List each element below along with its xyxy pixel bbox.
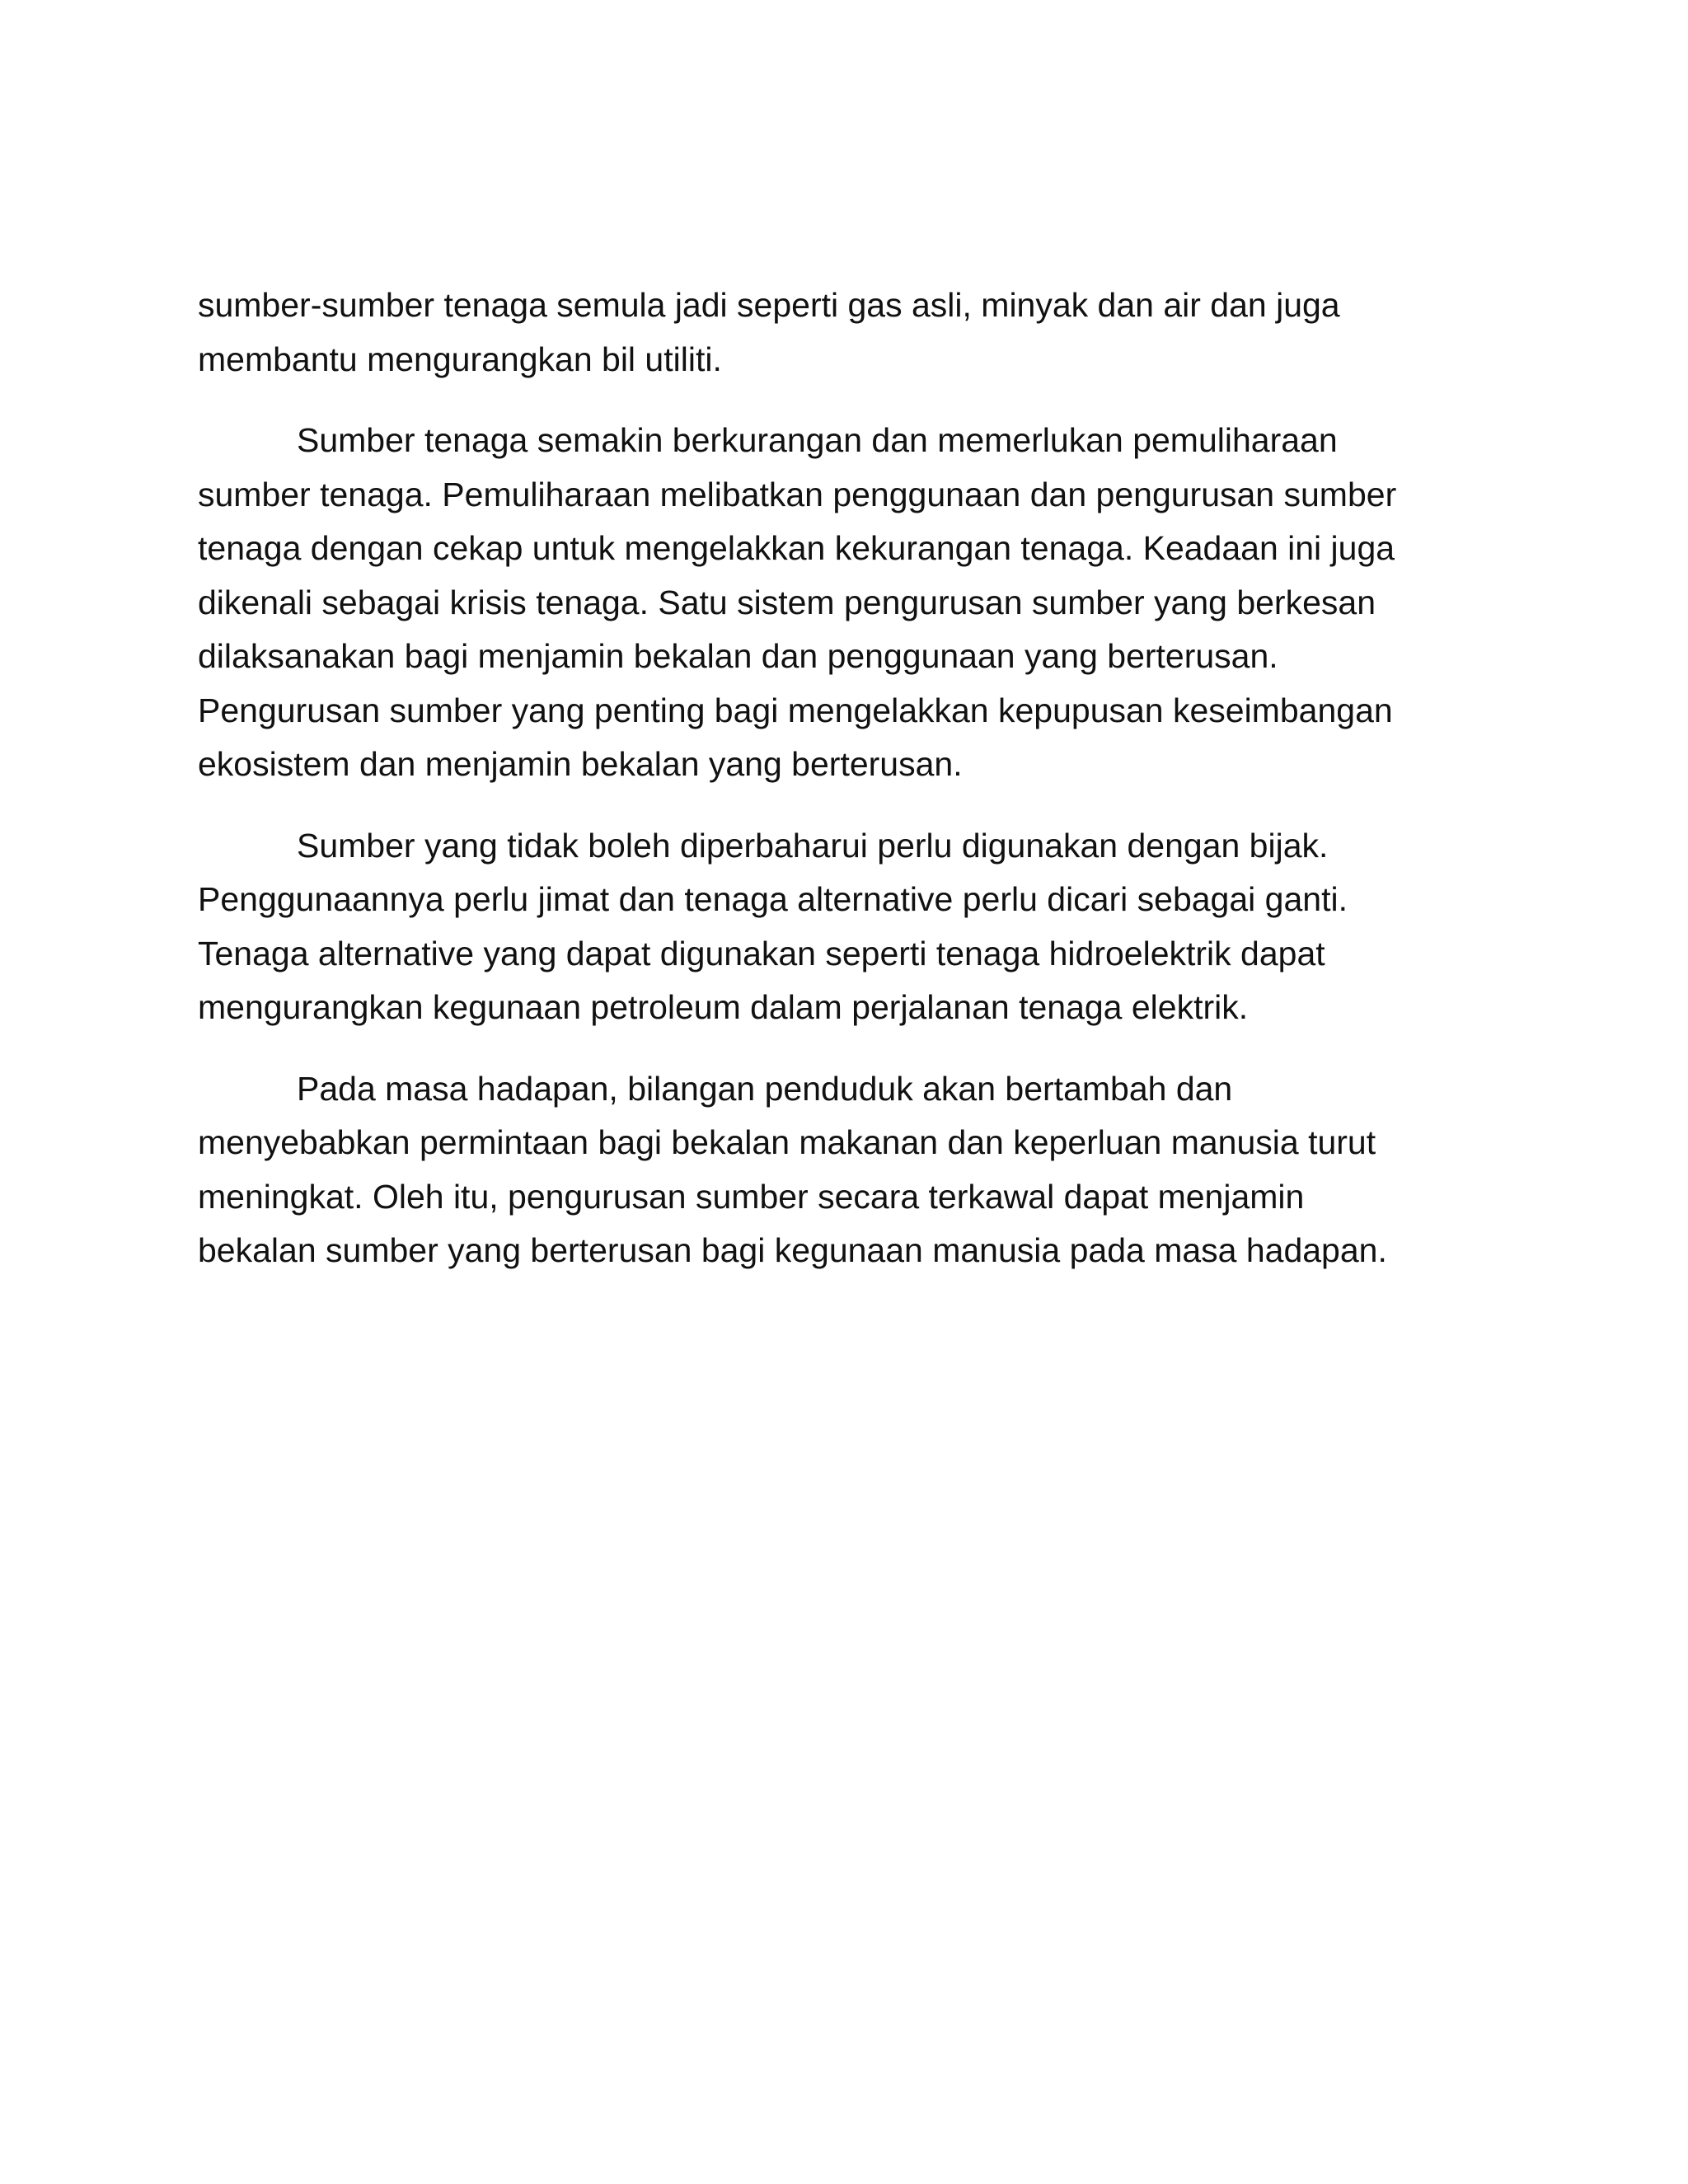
paragraph-line: Sumber tenaga semakin berkurangan dan memerlukan pemuliharaan (297, 421, 1338, 459)
paragraph-1 (198, 279, 1459, 387)
paragraph-line: dikenali sebagai krisis tenaga. Satu sistem pengurusan sumber yang berkesan (198, 583, 1376, 621)
paragraph-3 (198, 819, 1459, 1035)
paragraph-line: tenaga dengan cekap untuk mengelakkan kekurangan tenaga. Keadaan ini juga (198, 529, 1395, 567)
paragraph-line: bekalan sumber yang berterusan bagi kegunaan manusia pada masa hadapan. (198, 1231, 1387, 1269)
paragraph-line: dilaksanakan bagi menjamin bekalan dan penggunaan yang berterusan. (198, 637, 1278, 675)
paragraph-line: Tenaga alternative yang dapat digunakan seperti tenaga hidroelektrik dapat (198, 934, 1325, 972)
paragraph-line: sumber-sumber tenaga semula jadi seperti gas asli, minyak dan air dan juga (198, 286, 1340, 324)
paragraph-line: membantu mengurangkan bil utiliti. (198, 340, 722, 378)
paragraph-line: meningkat. Oleh itu, pengurusan sumber secara terkawal dapat menjamin (198, 1177, 1305, 1216)
document-body (198, 279, 1459, 1278)
paragraph-line: sumber tenaga. Pemuliharaan melibatkan penggunaan dan pengurusan sumber (198, 475, 1397, 513)
paragraph-line: menyebabkan permintaan bagi bekalan makanan dan keperluan manusia turut (198, 1123, 1376, 1161)
paragraph-line: Sumber yang tidak boleh diperbaharui perlu digunakan dengan bijak. (297, 826, 1329, 865)
paragraph-line: mengurangkan kegunaan petroleum dalam perjalanan tenaga elektrik. (198, 988, 1249, 1026)
paragraph-line: Penggunaannya perlu jimat dan tenaga alternative perlu dicari sebagai ganti. (198, 880, 1348, 918)
paragraph-4 (198, 1062, 1459, 1278)
paragraph-line: Pada masa hadapan, bilangan penduduk akan bertambah dan (297, 1069, 1233, 1108)
paragraph-2 (198, 414, 1459, 792)
paragraph-line: Pengurusan sumber yang penting bagi mengelakkan kepupusan keseimbangan (198, 691, 1393, 729)
paragraph-line: ekosistem dan menjamin bekalan yang berterusan. (198, 745, 963, 783)
